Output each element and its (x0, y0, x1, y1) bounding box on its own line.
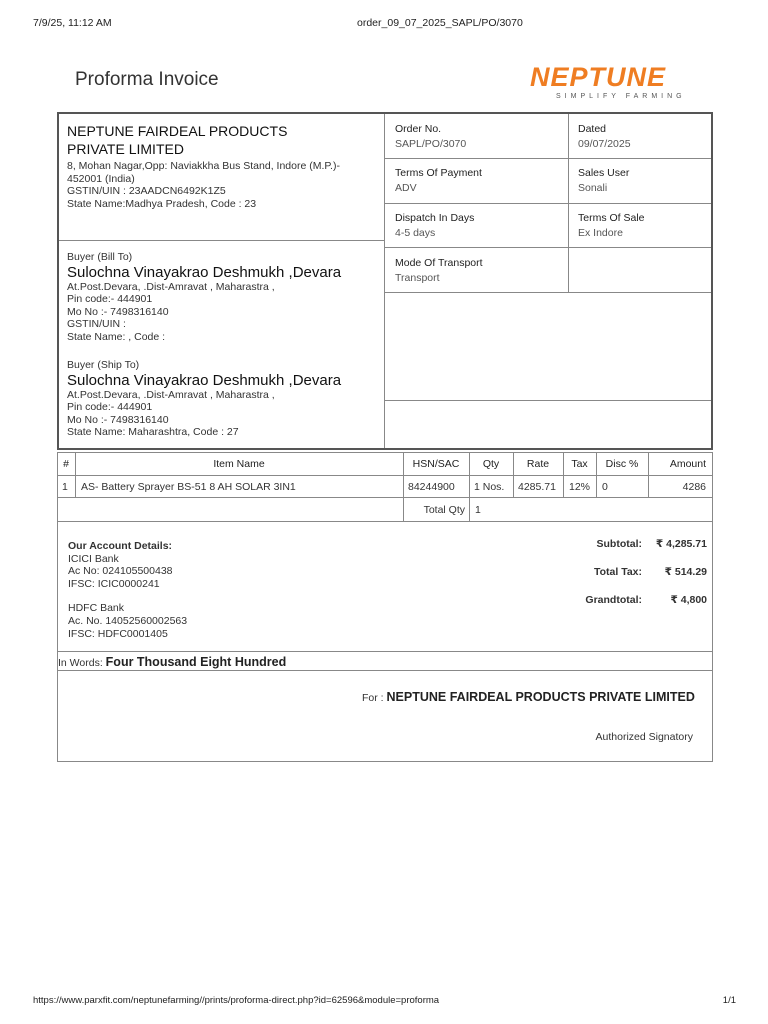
sales-user-value: Sonali (578, 182, 608, 194)
print-doc-title: order_09_07_2025_SAPL/PO/3070 (357, 17, 523, 29)
buyer-ship-mobile: Mo No :- 7498316140 (67, 413, 169, 426)
subtotal-label: Subtotal: (596, 538, 642, 550)
th-index: # (63, 458, 69, 470)
th-rate: Rate (526, 458, 550, 470)
sales-user-label: Sales User (578, 167, 630, 179)
terms-sale-cell (578, 212, 645, 239)
in-words-value: Four Thousand Eight Hundred (105, 655, 287, 669)
box-bottom-border (57, 448, 713, 450)
in-words-label: In Words: (58, 657, 103, 669)
grid-col-divider (568, 114, 569, 292)
dispatch-cell (395, 212, 474, 239)
seller-name-line2: PRIVATE LIMITED (67, 141, 184, 157)
bank2-ac: Ac. No. 14052560002563 (68, 614, 188, 627)
th-tax: Tax (571, 458, 588, 470)
dispatch-value: 4-5 days (395, 227, 436, 239)
in-words-row (58, 655, 286, 669)
total-tax-label: Total Tax: (593, 566, 642, 578)
neptune-logo (530, 62, 700, 104)
bank2-name: HDFC Bank (68, 602, 125, 615)
print-datetime: 7/9/25, 11:12 AM (33, 17, 112, 29)
seller-address-line2: 452001 (India) (67, 172, 135, 185)
table-right-border (712, 452, 713, 762)
logo-tagline: SIMPLIFY FARMING (556, 93, 686, 100)
table-header-border (57, 475, 713, 476)
authorized-signatory: Authorized Signatory (595, 731, 693, 743)
seller-state: State Name:Madhya Pradesh, Code : 23 (67, 197, 257, 210)
box-right-border (711, 112, 713, 450)
terms-sale-label: Terms Of Sale (578, 212, 645, 224)
order-no-cell (395, 123, 466, 150)
table-top-border (57, 452, 713, 453)
logo-wordmark: NEPTUNE (530, 62, 667, 92)
table-row-border (57, 497, 713, 498)
terms-payment-value: ADV (395, 182, 417, 194)
buyer-ship-pin: Pin code:- 444901 (67, 401, 153, 414)
for-line (362, 690, 695, 704)
th-disc: Disc % (605, 458, 639, 470)
buyer-bill-gstin: GSTIN/UIN : (67, 318, 126, 331)
dated-value: 09/07/2025 (578, 138, 631, 150)
account-details (68, 540, 187, 640)
buyer-bill-state: State Name: , Code : (67, 330, 166, 343)
for-company: NEPTUNE FAIRDEAL PRODUCTS PRIVATE LIMITED (386, 690, 695, 704)
row-disc: 0 (602, 481, 608, 493)
transport-cell (395, 257, 483, 284)
buyer-ship-state: State Name: Maharashtra, Code : 27 (67, 426, 239, 439)
terms-sale-value: Ex Indore (578, 227, 623, 239)
buyer-ship-address: At.Post.Devara, .Dist-Amravat , Maharastra , (67, 388, 275, 401)
row-item-name: AS- Battery Sprayer BS-51 8 AH SOLAR 3IN1 (81, 481, 296, 493)
th-qty: Qty (482, 458, 500, 470)
grid-row-3 (385, 247, 711, 248)
terms-payment-label: Terms Of Payment (395, 167, 482, 179)
buyer-bill-name: Sulochna Vinayakrao Deshmukh ,Devara (67, 263, 342, 281)
grandtotal-label: Grandtotal: (585, 594, 642, 606)
in-words-top-border (57, 651, 713, 652)
total-tax-value: ₹ 514.29 (664, 566, 707, 578)
th-amount: Amount (669, 458, 706, 470)
grid-row-1 (385, 158, 711, 159)
bank1-name: ICICI Bank (68, 552, 119, 565)
buyer-bill-heading: Buyer (Bill To) (67, 251, 133, 263)
box-left-border (57, 112, 59, 450)
table-left-border (57, 452, 58, 762)
bank1-ifsc: IFSC: ICIC0000241 (68, 577, 160, 590)
total-qty-label: Total Qty (423, 504, 465, 516)
table-total-border (57, 521, 713, 522)
buyer-ship-name: Sulochna Vinayakrao Deshmukh ,Devara (67, 371, 342, 389)
grid-row-5 (385, 400, 711, 401)
transport-value: Transport (395, 272, 440, 284)
row-rate: 4285.71 (518, 481, 556, 493)
account-heading: Our Account Details: (68, 540, 173, 552)
order-no-label: Order No. (395, 123, 442, 135)
dated-cell (578, 123, 631, 150)
buyer-ship-block (67, 359, 382, 439)
buyer-bill-mobile: Mo No :- 7498316140 (67, 305, 169, 318)
terms-payment-cell (395, 167, 482, 194)
grandtotal-value: ₹ 4,800 (670, 594, 707, 606)
seller-name-line1: NEPTUNE FAIRDEAL PRODUCTS (67, 123, 288, 139)
grid-row-2 (385, 203, 711, 204)
row-hsn: 84244900 (408, 481, 455, 493)
row-qty: 1 Nos. (474, 481, 505, 493)
row-amount: 4286 (682, 481, 706, 493)
total-qty-value: 1 (475, 504, 481, 516)
in-words-bottom-border (57, 670, 713, 671)
buyer-ship-heading: Buyer (Ship To) (67, 359, 140, 371)
row-tax: 12% (569, 481, 591, 493)
th-hsn: HSN/SAC (412, 458, 460, 470)
seller-address-line1: 8, Mohan Nagar,Opp: Naviakkha Bus Stand, Indore (M.P.)- (67, 160, 340, 172)
subtotal-value: ₹ 4,285.71 (655, 538, 707, 550)
order-no-value: SAPL/PO/3070 (395, 138, 467, 150)
bank2-ifsc: IFSC: HDFC0001405 (68, 627, 168, 640)
th-item-name: Item Name (213, 458, 265, 470)
transport-label: Mode Of Transport (395, 257, 483, 269)
buyer-bill-pin: Pin code:- 444901 (67, 293, 153, 306)
seller-block (67, 122, 377, 210)
bank1-ac: Ac No: 024105500438 (68, 565, 173, 578)
buyer-bill-block (67, 251, 382, 344)
print-page-number: 1/1 (722, 995, 736, 1006)
print-url[interactable]: https://www.parxfit.com/neptunefarming//prints/proforma-direct.php?id=62596&module=proforma (33, 995, 440, 1006)
grid-row-4 (385, 292, 711, 293)
signature-bottom-border (57, 761, 713, 762)
dated-label: Dated (578, 123, 607, 135)
dispatch-label: Dispatch In Days (395, 212, 475, 224)
row-index: 1 (62, 481, 68, 493)
for-label: For : (362, 692, 384, 704)
box-mid-divider (384, 114, 385, 448)
sales-user-cell (578, 167, 629, 194)
seller-gstin: GSTIN/UIN : 23AADCN6492K1Z5 (67, 185, 226, 198)
page-title: Proforma Invoice (75, 69, 219, 90)
box-top-border (57, 112, 713, 114)
buyer-bill-address: At.Post.Devara, .Dist-Amravat , Maharastra , (67, 280, 275, 293)
seller-buyer-divider (59, 240, 384, 241)
